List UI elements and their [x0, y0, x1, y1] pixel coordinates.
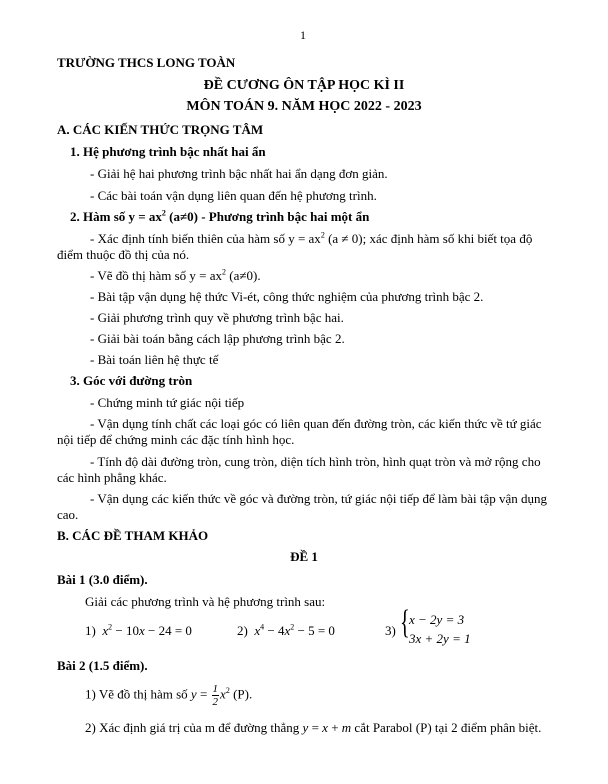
section-a1-title: 1. Hệ phương trình bậc nhất hai ẩn — [70, 144, 266, 159]
bai2-question-1: 1) Vẽ đồ thị hàm số y = $\frac{1}{2}$ $x^2$ (P). — [85, 683, 253, 708]
system-brace: { — [400, 604, 410, 641]
document-title: ĐỀ CƯƠNG ÔN TẬP HỌC KÌ II — [203, 78, 405, 93]
section-a1-item: - Giải hệ hai phương trình bậc nhất hai ẩn dạng đơn giản. — [90, 166, 388, 181]
system-equation-1: x − 2y = 3 — [409, 612, 465, 627]
section-a1-item: - Các bài toán vận dụng liên quan đến hệ phương trình. — [90, 188, 377, 203]
system-equation-2: 3x + 2y = 1 — [409, 631, 471, 646]
section-a3-item: - Vận dụng tính chất các loại góc có liên quan đến đường tròn, các kiến thức về tứ giác — [90, 416, 542, 431]
section-a3-item-continued: cao. — [57, 507, 79, 522]
section-a3-item: - Vận dụng các kiến thức về góc và đường tròn, tứ giác nội tiếp để làm bài tập vận dụng — [90, 491, 548, 506]
section-a2-title: 2. Hàm số $y = ax^2$ (a≠0) - Phương trình bậc hai một ẩn — [70, 208, 370, 224]
fraction-one-half: $\frac{1}{2}$ — [212, 683, 219, 708]
section-a3-item-continued: các hình phẳng khác. — [57, 470, 167, 485]
section-a2-item-continued: điểm thuộc đồ thị của nó. — [57, 247, 190, 262]
section-b-title: B. CÁC ĐỀ THAM KHẢO — [57, 528, 209, 543]
document-subtitle: MÔN TOÁN 9. NĂM HỌC 2022 - 2023 — [186, 99, 422, 114]
school-name: TRƯỜNG THCS LONG TOÀN — [57, 55, 236, 70]
section-a2-item: - Giải phương trình quy về phương trình bậc hai. — [90, 310, 344, 325]
equation-system-label: 3) — [385, 623, 396, 638]
section-a2-item: - Vẽ đồ thị hàm số $y = ax^2$ (a≠0). — [90, 267, 261, 283]
section-a3-item: - Tính độ dài đường tròn, cung tròn, diện tích hình tròn, hình quạt tròn và mở rộng cho — [90, 454, 541, 469]
bai1-intro: Giải các phương trình và hệ phương trình sau: — [85, 594, 326, 609]
bai2-title: Bài 2 (1.5 điểm). — [57, 658, 148, 673]
section-a3-title: 3. Góc với đường tròn — [70, 373, 193, 388]
section-a2-item: - Giải bài toán bằng cách lập phương trình bậc 2. — [90, 331, 345, 346]
bai2-question-2: 2) Xác định giá trị của m để đường thẳng y = x + m cắt Parabol (P) tại 2 điểm phân biệt. — [85, 720, 542, 735]
section-a-title: A. CÁC KIẾN THỨC TRỌNG TÂM — [57, 122, 264, 137]
section-a3-item-continued: nội tiếp để chứng minh các đặc tính hình học. — [57, 432, 295, 447]
section-a3-item: - Chứng minh tứ giác nội tiếp — [90, 395, 245, 410]
bai1-title: Bài 1 (3.0 điểm). — [57, 572, 148, 587]
exam-title: ĐỀ 1 — [290, 549, 318, 564]
section-a2-item: - Xác định tính biến thiên của hàm số $y = ax^2$ (a ≠ 0); xác định hàm số khi biết tọa độ — [90, 230, 533, 246]
section-a2-item: - Bài toán liên hệ thực tế — [90, 352, 219, 367]
section-a2-item: - Bài tập vận dụng hệ thức Vi-ét, công thức nghiệm của phương trình bậc 2. — [90, 289, 484, 304]
equation-1: 1) $x^2 - 10x - 24 = 0$ — [85, 622, 192, 638]
page-number: 1 — [300, 28, 306, 42]
equation-2: 2) $x^4 - 4x^2 - 5 = 0$ — [237, 622, 335, 638]
